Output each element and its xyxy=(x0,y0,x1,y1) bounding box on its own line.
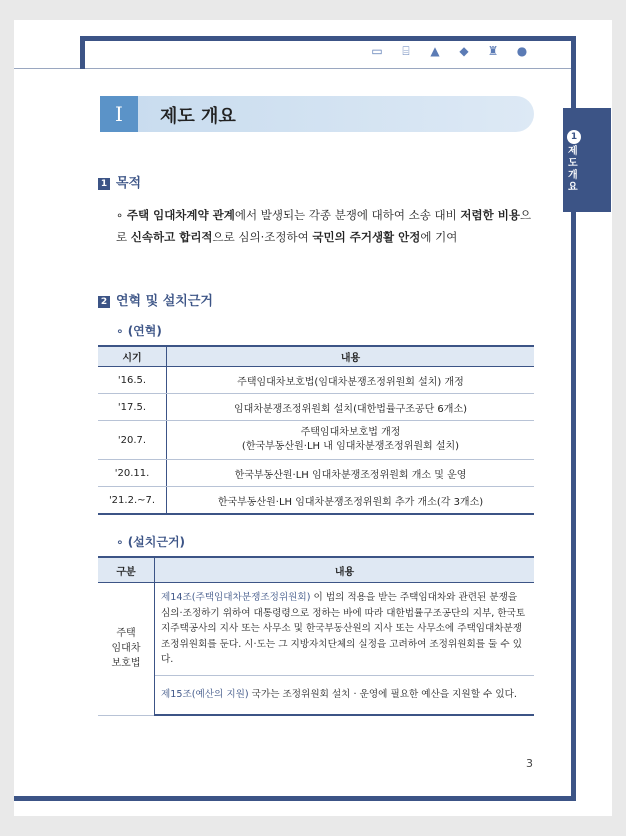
frame-top xyxy=(80,36,576,41)
cell-article-15 xyxy=(155,676,535,716)
cell-content: 한국부동산원·LH 임대차분쟁조정위원회 추가 개소(각 3개소) xyxy=(167,487,535,515)
article-15-text: 국가는 조정위원회 설치 · 운영에 필요한 예산을 지원할 수 있다. xyxy=(248,689,517,701)
cell-period: '20.7. xyxy=(98,421,167,460)
side-tab-number: 1 xyxy=(567,130,581,144)
text: 에서 발생되는 각종 분쟁에 대하여 소송 대비 xyxy=(234,208,461,222)
header-rule xyxy=(14,68,572,69)
lightbulb-icon: ● xyxy=(516,44,528,58)
cell-period: '17.5. xyxy=(98,394,167,421)
presentation-icon: ⌸ xyxy=(402,44,410,58)
article-14-text: 이 법의 적용을 받는 주택임대차와 관련된 분쟁을 심의·조정하기 위하여 대통령령으로 정하는 바에 따라 대한법률구조공단의 지부, 한국토지주택공사의 지사 또는 사무소 및 한국부동산원의 지사 또는 사무소에 주택임대차분쟁조정위원회를 둔다. 시·도는 그 지방자치단체의 실정을 고려하여 조정위원회를 둘 수 있다. xyxy=(161,592,526,666)
cell-content: 한국부동산원·LH 임대차분쟁조정위원회 개소 및 운영 xyxy=(167,460,535,487)
article-14-title: 제14조(주택임대차분쟁조정위원회) xyxy=(161,592,311,604)
table-row xyxy=(98,676,534,716)
table-header-row xyxy=(98,557,534,583)
text-bold: 주택 임대차계약 관계 xyxy=(126,208,235,222)
section-title: 연혁 및 설치근거 xyxy=(116,294,213,309)
text: 으로 xyxy=(116,208,532,244)
cell-content: 임대차분쟁조정위원회 설치(대한법률구조공단 6개소) xyxy=(167,394,535,421)
handshake-icon: ◆ xyxy=(459,44,469,58)
frame-bottom xyxy=(14,796,576,801)
table-row xyxy=(98,583,534,676)
purpose-paragraph xyxy=(116,204,536,248)
history-table xyxy=(98,345,534,515)
bullet: ∘ xyxy=(116,208,124,222)
section-title: 목적 xyxy=(116,176,142,191)
frame-left xyxy=(80,36,85,69)
table-header-row xyxy=(98,346,534,367)
table-row xyxy=(98,421,534,460)
text-bold: 국민의 주거생활 안정 xyxy=(312,230,421,244)
section-number: 1 xyxy=(98,178,110,190)
text: 으로 심의·조정하여 xyxy=(212,230,313,244)
cell-law: 주택 임대차 보호법 xyxy=(98,583,155,716)
header-icons xyxy=(370,44,540,64)
table-row xyxy=(98,487,534,515)
section-heading-history xyxy=(98,290,213,309)
cell-content: 주택임대차보호법(임대차분쟁조정위원회 설치) 개정 xyxy=(167,367,535,394)
text-bold: 저렴한 비용 xyxy=(460,208,520,222)
basis-label: ∘ (설치근거) xyxy=(116,535,186,549)
text-bold: 신속하고 합리적 xyxy=(130,230,213,244)
header-content: 내용 xyxy=(167,346,535,367)
text: 에 기여 xyxy=(420,230,458,244)
chapter-number: Ⅰ xyxy=(100,96,138,132)
page-number: 3 xyxy=(526,757,533,770)
monitor-icon: ▭ xyxy=(371,44,383,58)
header-period: 시기 xyxy=(98,346,167,367)
section-number: 2 xyxy=(98,296,110,308)
cell-article-14 xyxy=(155,583,535,676)
article-15-title: 제15조(예산의 지원) xyxy=(161,689,249,701)
cell-period: '20.11. xyxy=(98,460,167,487)
table-row xyxy=(98,460,534,487)
table-row xyxy=(98,367,534,394)
history-label: ∘ (연혁) xyxy=(116,324,162,338)
header-category: 구분 xyxy=(98,557,155,583)
section-heading-purpose xyxy=(98,172,141,191)
microscope-icon: ♜ xyxy=(487,44,499,58)
table-row xyxy=(98,394,534,421)
cell-content: 주택임대차보호법 개정 (한국부동산원·LH 내 임대차분쟁조정위원회 설치) xyxy=(167,421,535,460)
header-content: 내용 xyxy=(155,557,535,583)
basis-table xyxy=(98,556,534,716)
chapter-title: 제도 개요 xyxy=(160,106,236,127)
cell-period: '16.5. xyxy=(98,367,167,394)
graduation-cap-icon: ▲ xyxy=(430,44,440,58)
side-tab-label: 제도개요 xyxy=(568,146,578,193)
cell-period: '21.2.~7. xyxy=(98,487,167,515)
